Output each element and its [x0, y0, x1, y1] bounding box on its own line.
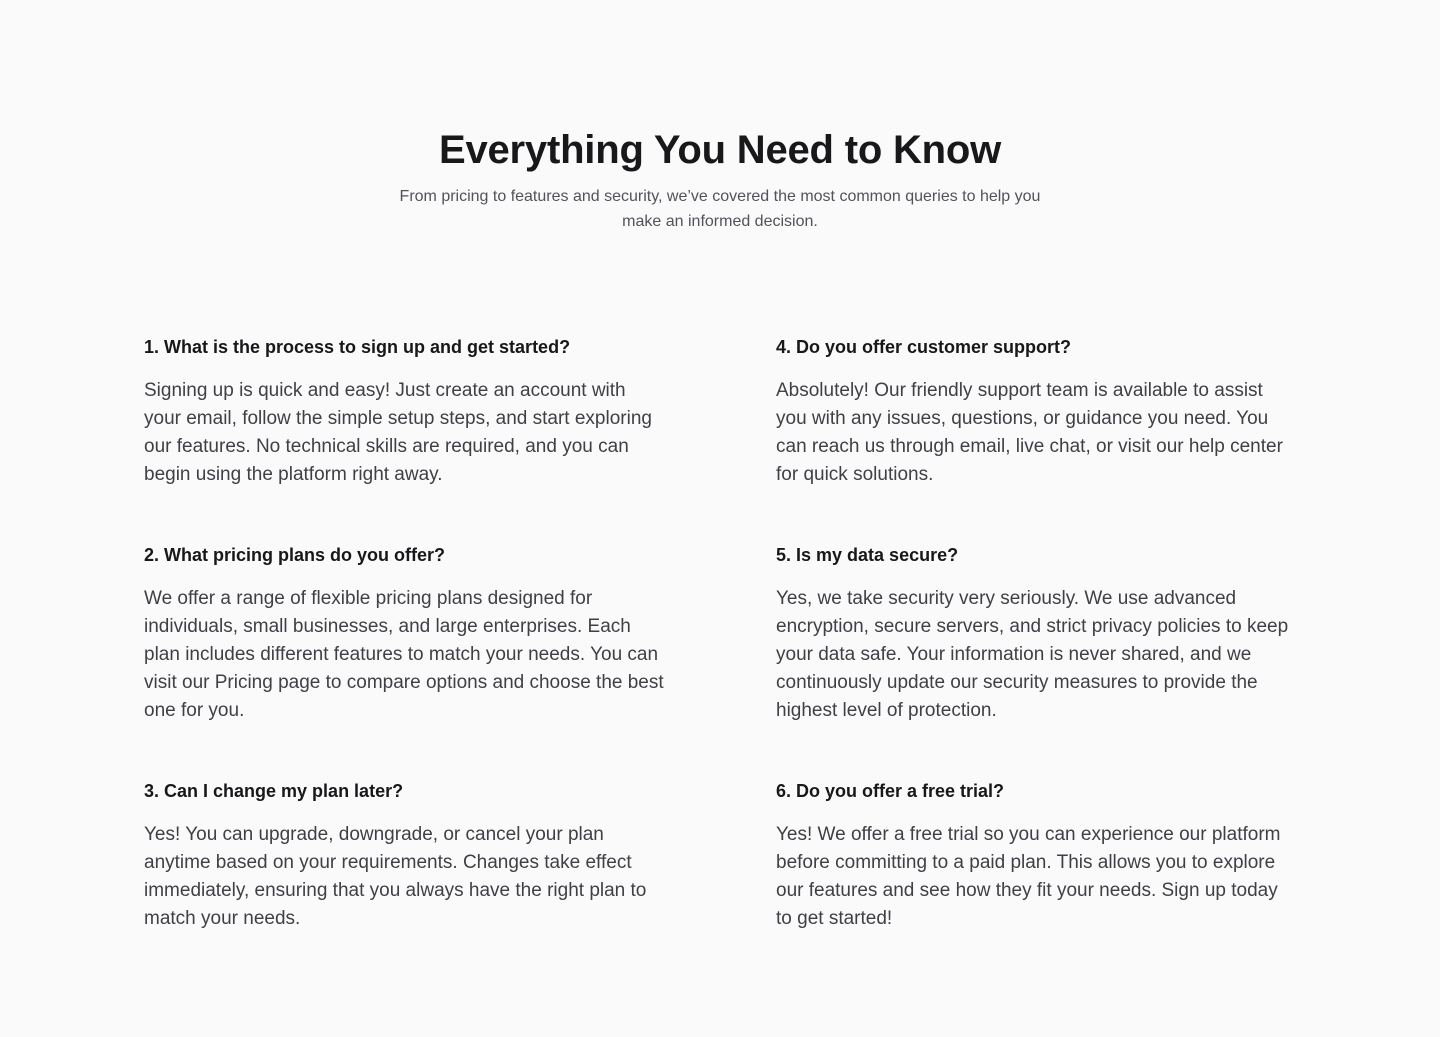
- page-title: Everything You Need to Know: [438, 128, 1002, 172]
- faq-header: [0, 124, 1440, 234]
- faq-item-1: [144, 333, 664, 489]
- faq-answer: Absolutely! Our friendly support team is available to assist you with any issues, questions, or guidance you need. You can reach us through email, live chat, or visit our help center for quick solutions.: [776, 380, 1283, 485]
- faq-item-5: [776, 541, 1296, 725]
- faq-grid: [144, 333, 1296, 933]
- faq-answer: Yes! You can upgrade, downgrade, or cancel your plan anytime based on your requirements. Changes take effect immediately, ensuring that you always have the right plan to match your needs.: [144, 824, 647, 929]
- page-subtitle: From pricing to features and security, we’ve covered the most common queries to help you make an informed decision.: [399, 188, 1041, 230]
- faq-question: 2. What pricing plans do you offer?: [144, 545, 446, 565]
- faq-answer: Signing up is quick and easy! Just create an account with your email, follow the simple setup steps, and start exploring our features. No technical skills are required, and you can begin using the platform right away.: [144, 380, 652, 485]
- faq-column-left: [144, 333, 664, 933]
- faq-answer: We offer a range of flexible pricing plans designed for individuals, small businesses, and large enterprises. Each plan includes different features to match your needs. You can visit our Pricing page to compare options and choose the best one for you.: [144, 588, 664, 721]
- faq-question: 4. Do you offer customer support?: [776, 337, 1072, 357]
- faq-question: 6. Do you offer a free trial?: [776, 781, 1005, 801]
- faq-question: 3. Can I change my plan later?: [144, 781, 404, 801]
- faq-answer: Yes! We offer a free trial so you can experience our platform before committing to a paid plan. This allows you to explore our features and see how they fit your needs. Sign up today to get started!: [776, 824, 1281, 929]
- faq-question: 1. What is the process to sign up and get started?: [144, 337, 571, 357]
- faq-item-6: [776, 777, 1296, 933]
- faq-answer: Yes, we take security very seriously. We use advanced encryption, secure servers, and strict privacy policies to keep your data safe. Your information is never shared, and we continuously update our security measures to provide the highest level of protection.: [776, 588, 1289, 721]
- faq-item-4: [776, 333, 1296, 489]
- faq-column-right: [776, 333, 1296, 933]
- faq-question: 5. Is my data secure?: [776, 545, 959, 565]
- faq-item-2: [144, 541, 664, 725]
- faq-item-3: [144, 777, 664, 933]
